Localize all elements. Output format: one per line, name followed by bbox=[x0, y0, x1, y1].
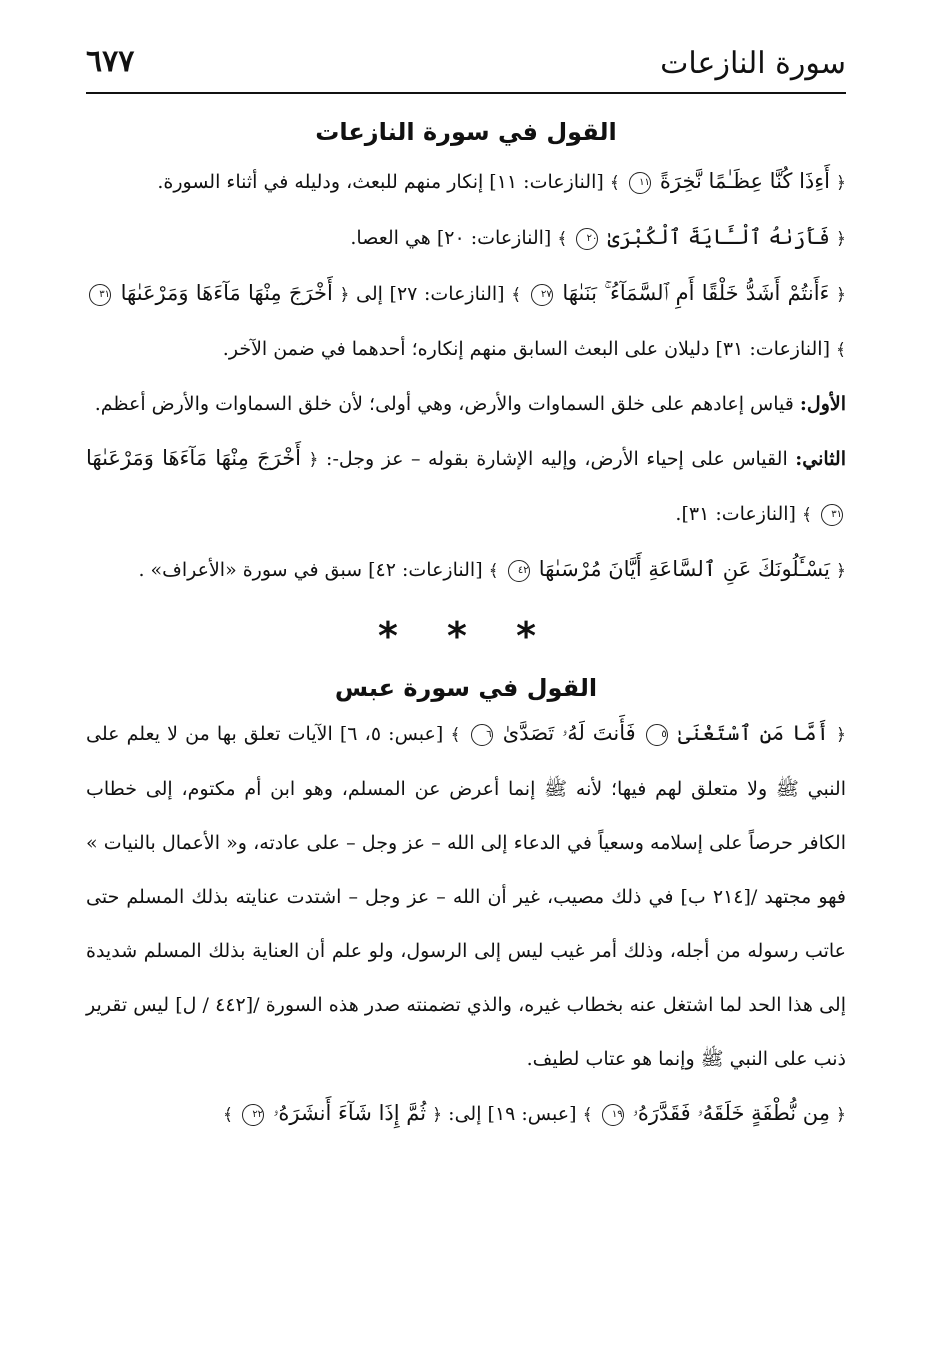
section-separator: * * * bbox=[377, 614, 555, 658]
argument-label: الثاني: bbox=[795, 448, 846, 470]
paragraph-second-argument bbox=[86, 431, 846, 542]
quran-verse: مِن نُّطْفَةٍ خَلَقَهُۥ فَقَدَّرَهُۥ bbox=[632, 1101, 830, 1125]
paragraph-first-argument bbox=[86, 377, 846, 431]
bracket-close: ﴾ bbox=[488, 561, 499, 581]
bracket-open: ﴿ bbox=[836, 1105, 846, 1125]
paragraph-verse-42 bbox=[86, 542, 846, 598]
aya-number-marker: ١١ bbox=[629, 172, 651, 194]
aya-number-marker: ٣١ bbox=[821, 504, 843, 526]
argument-label: الأول: bbox=[799, 393, 846, 415]
commentary-text: [النازعات: ٣١]. bbox=[675, 503, 796, 525]
running-header bbox=[86, 40, 846, 94]
aya-number-marker: ٦ bbox=[471, 724, 493, 746]
aya-number-marker: ٢٠ bbox=[576, 228, 598, 250]
bracket-open: ﴿ bbox=[432, 1105, 443, 1125]
bracket-open: ﴿ bbox=[836, 561, 846, 581]
bracket-open: ﴿ bbox=[836, 229, 846, 249]
aya-number-marker: ٤٢ bbox=[508, 560, 530, 582]
paragraph-verses-5-6 bbox=[86, 706, 846, 1086]
quran-verse: أَخْرَجَ مِنْهَا مَآءَهَا وَمَرْعَىٰهَا bbox=[120, 281, 333, 305]
commentary-text: [النازعات: ٣١] دليلان على البعث السابق منهم إنكاره؛ أحدهما في ضمن الآخر. bbox=[222, 338, 830, 360]
bracket-open: ﴿ bbox=[836, 285, 847, 305]
bracket-close: ﴾ bbox=[223, 1105, 234, 1125]
aya-number-marker: ٥ bbox=[646, 724, 668, 746]
bracket-open: ﴿ bbox=[836, 173, 846, 193]
section-heading-abasa: القول في سورة عبس bbox=[334, 674, 598, 702]
surah-running-title: سورة النازعات bbox=[660, 46, 846, 81]
quran-verse: يَسْـَٔلُونَكَ عَنِ ٱلسَّاعَةِ أَيَّانَ مُرْسَىٰهَا bbox=[538, 557, 830, 581]
aya-number-marker: ٣١ bbox=[89, 284, 111, 306]
quran-verse: أَمَّا مَنِ ٱسْتَغْنَىٰ bbox=[677, 721, 829, 745]
paragraph-verse-11 bbox=[86, 154, 846, 210]
commentary-text: [عبس: ٥، ٦] الآيات تعلق بها من لا يعلم على النبي ﷺ ولا متعلق لهم فيها؛ لأنه ﷺ إنما أعرض عن المسلم، وهو ابن أم مكتوم، إلى خطاب الكافر حرصاً على إسلامه وسعياً في الدعاء إلى الله – عز وجل – على عادته، و« الأعمال بالنيات » فهو مجتهد /[٢١٤ ب] في ذلك مصيب، غير أن الله – عز وجل – اشتدت عنايته بذلك المسلم حتى عاتب رسوله من أجله، وذلك أمر غيب ليس إلى الرسول، ولو علم أن العناية بذلك المسلم شديدة إلى هذا الحد لما اشتغل عنه بخطاب غيره، والذي تضمنته صدر هذه السورة /[٤٤٢ / ل] ليس تقرير ذنب على النبي ﷺ وإنما هو عتاب لطيف. bbox=[86, 723, 846, 1070]
book-page bbox=[86, 40, 846, 1347]
commentary-text: القياس على إحياء الأرض، وإليه الإشارة بقوله – عز وجل-: bbox=[326, 448, 788, 470]
section-heading-naziat: القول في سورة النازعات bbox=[315, 118, 617, 146]
commentary-text: [النازعات: ٤٢] سبق في سورة «الأعراف» . bbox=[138, 559, 483, 581]
aya-number-marker: ١٩ bbox=[602, 1104, 624, 1126]
paragraph-verses-27-31 bbox=[86, 266, 846, 377]
commentary-text: قياس إعادهم على خلق السماوات والأرض، وهي أولى؛ لأن خلق السماوات والأرض أعظم. bbox=[94, 393, 794, 415]
quran-verse: أَخْرَجَ مِنْهَا مَآءَهَا وَمَرْعَىٰهَا bbox=[86, 446, 302, 470]
aya-number-marker: ٢٢ bbox=[242, 1104, 264, 1126]
paragraph-verse-20 bbox=[86, 210, 846, 266]
bracket-open: ﴿ bbox=[339, 285, 350, 305]
commentary-text: [عبس: ١٩] إلى: bbox=[448, 1103, 577, 1125]
paragraph-verses-19-22 bbox=[86, 1086, 846, 1142]
bracket-close: ﴾ bbox=[511, 285, 522, 305]
quran-verse: أَءِذَا كُنَّا عِظَـٰمًا نَّخِرَةً bbox=[659, 169, 830, 193]
commentary-text: [النازعات: ٢٧] إلى bbox=[356, 283, 505, 305]
bracket-close: ﴾ bbox=[836, 340, 846, 360]
quran-verse: ثُمَّ إِذَا شَآءَ أَنشَرَهُۥ bbox=[273, 1101, 427, 1125]
bracket-close: ﴾ bbox=[450, 725, 461, 745]
bracket-close: ﴾ bbox=[801, 505, 812, 525]
bracket-close: ﴾ bbox=[582, 1105, 593, 1125]
bracket-open: ﴿ bbox=[308, 450, 319, 470]
quran-verse: ءَأَنتُمْ أَشَدُّ خَلْقًا أَمِ ٱلسَّمَآءُ ۚ بَنَىٰهَا bbox=[562, 281, 830, 305]
bracket-open: ﴿ bbox=[836, 725, 847, 745]
commentary-text: [النازعات: ٢٠] هي العصا. bbox=[350, 227, 552, 249]
aya-number-marker: ٢٧ bbox=[531, 284, 553, 306]
page-number: ٦٧٧ bbox=[86, 44, 135, 79]
bracket-close: ﴾ bbox=[609, 173, 620, 193]
quran-verse: فَأَرَىٰهُ ٱلْـَٔايَةَ ٱلْكُبْرَىٰ bbox=[607, 225, 830, 249]
quran-verse: فَأَنتَ لَهُۥ تَصَدَّىٰ bbox=[502, 721, 636, 745]
bracket-close: ﴾ bbox=[557, 229, 568, 249]
commentary-text: [النازعات: ١١] إنكار منهم للبعث، ودليله في أثناء السورة. bbox=[157, 171, 604, 193]
